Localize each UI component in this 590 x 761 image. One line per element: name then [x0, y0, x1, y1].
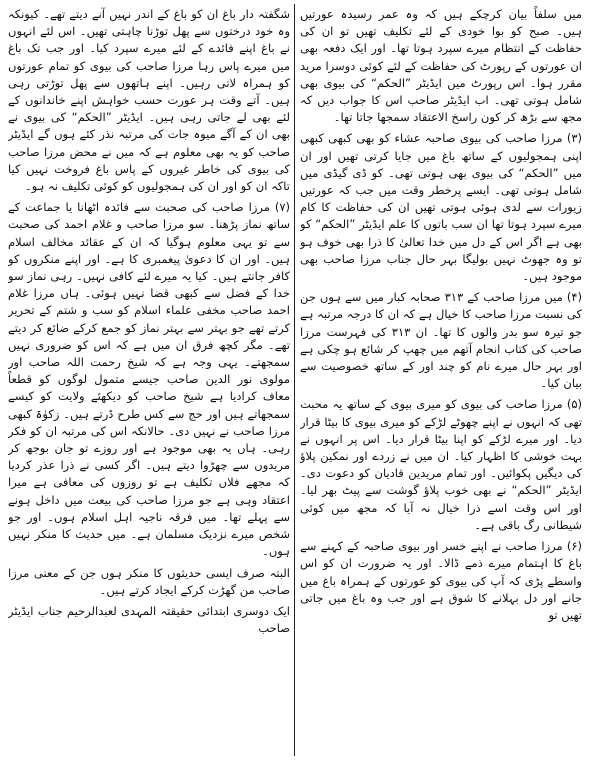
paragraph: (۳) مرزا صاحب کی بیوی صاحبہ عشاء کو بھی کبھی کبھی اپنی ہمجولیوں کے ساتھ باغ میں جایا کرتی تھیں اور ان میں ”الحکم“ کی بیوی بھی ہوتی تھی۔ کو ڈی گیڈی میں شامل ہوتی تھی۔ ایسے پرخطر وقت میں جب کہ عورتیں زیورات سے لدی ہوئی ہوتی تھیں ان کی حفاظت کا کام میرے سپرد ہوتا تھا ان سب باتوں کا علم ایڈیٹر ”الحکم“ کو بھی ہے اگر اس کے دل میں خدا تعالیٰ کا ذرا بھی خوف ہو تو وہ جھوٹ نہیں بولیگا بہر حال جناب مرزا صاحب بھی موجود ہیں۔ [300, 131, 582, 284]
paragraph: (۵) مرزا صاحب کی بیوی کو میری بیوی کے ساتھ یہ محبت تھی کہ انہوں نے اپنے چھوٹے لڑکے کو میری بیوی کا بیٹا قرار دیا۔ اور میرے لڑکے کو اپنا بیٹا قرار دیا۔ اس پر انہوں نے بہت خوشی کا اظہار کیا۔ ان میں نے زردے اور نمکین پلاؤ کی دیگیں پکوائیں۔ اور تمام مریدین قادیان کو دعوت دی۔ ایڈیٹر ”الحکم“ نے بھی خوب پلاؤ گوشت سے پیٹ بھر لیا۔ اور اس وقت اسے ذرا خیال نہ آیا کہ مجھ میں کوئی شیطانی رگ باقی ہے۔ [300, 397, 582, 532]
paragraph: (۴) میں مرزا صاحب کے ۳۱۳ صحابہ کبار میں سے ہوں جن کی نسبت مرزا صاحب کا خیال ہے کہ ان کا درجہ مرتبہ ہے جو تیرہ سو بدر والوں کا تھا۔ ان ۳۱۳ کی فہرست مرزا صاحب کی کتاب انجام آتھم میں چھپ کر شائع ہو چکی ہے اور بہر حال میرے نام کو چند اور کے ساتھ خصوصیت سے بیان کیا۔ [300, 290, 582, 391]
paragraph: (۷) مرزا صاحب کی صحبت سے فائدہ اٹھانا یا جماعت کے ساتھ نماز پڑھنا۔ سو مرزا صاحب و غلام احمد کی صحبت سے تو یہی معلوم ہوگیا کہ ان کے عقائد مخالف اسلام ہیں۔ اور ان کا دعویٰ پیغمبری کا ہے۔ اور اپنے منکروں کو کافر جانتے ہیں۔ کیا یہ میرے لئے کافی نہیں۔ رہی نماز سو خدا کے فضل سے کبھی قضا نہیں ہوئی۔ ہاں مرزا غلام احمد صاحب مخفی علماء اسلام کو سب و شتم کے تحریر کرتے تھے جو بہتر سے بہتر نماز کو جمع کرکے ضائع کر دیتے تھے۔ مگر کچھ فرق ان میں ہے کہ اس کو ضروری نہیں سمجھتے۔ یہی وجہ ہے کہ شیخ رحمت اللہ صاحب اور مولوی نور الدین صاحب جیسے متمول لوگوں کو قطعاً معاف کرادیا ہے شیخ صاحب کو دیکھئے ولایت کو کیسے سمجھاتے ہیں اور حج سے کس طرح ڈرتے ہیں۔ زکوٰۃ کبھی مرزا صاحب نے نہیں دی۔ حالانکہ اس کی مرتبہ ان کو فکر رہی۔ ہاں یہ بھی موجود ہے اور روزے تو جان بوجھ کر مریدوں سے چھڑوا دیتے ہیں۔ اگر کسی نے ذرا عذر کردیا کہ مجھے فلاں تکلیف ہے تو روزوں کی معافی ہے میرا اعتقاد وہی ہے جو مرزا صاحب کی بیعت میں داخل ہونے سے پہلے تھا۔ میں فرقہ ناجیہ اہل اسلام ہوں۔ اور جو شخص میرے نزدیک مسلمان ہے۔ میں حدیث کا منکر نہیں ہوں۔ [8, 200, 290, 559]
column-divider [294, 4, 295, 756]
paragraph: شگفتہ دار باغ ان کو باغ کے اندر نہیں آنے دیتے تھے۔ کیونکہ وہ خود درختوں سے پھل توڑنا چاہتی تھیں۔ اس لئے انہوں نے باغ اپنے فائدے کے لئے میرے سپرد کیا۔ اور جب تک باغ میں میرے پاس رہا مرزا صاحب کی بیوی کو تمام عورتوں کو ہمراہ لاتی رہیں۔ اپنے ہاتھوں سے پھل توڑتی رہی ہیں۔ آتے وقت ہر عورت حسب خواہش اپنے خاندانوں کے لئے بھی لے جاتی رہی ہیں۔ ایڈیٹر ”الحکم“ کی بیوی نے بھی ان کے آگے میوہ جات کی مرتبہ نذر کئے ہوں گے ایڈیٹر صاحب کو یہ بھی معلوم ہے کہ میں نے محض مرزا صاحب کی بیوی کی خاطر غیروں کے پاس باغ فروخت نہیں کیا تاکہ ان کو اور ان کی ہمجولیوں کو کوئی تکلیف نہ ہو۔ [8, 7, 290, 194]
right-column [300, 6, 582, 758]
paragraph: میں سلفاً بیان کرچکے ہیں کہ وہ عمر رسیدہ عورتیں ہیں۔ صبح کو بوا خودی کے لئے تکلیف تھیں تو ان کی حفاظت کے انتظام میرے سپرد ہوتا تھا۔ اور ایک دفعہ بھی ان عورتوں کے رپورٹ کی حفاظت کے لئے کوئی دوسرا مرید مقرر ہوا۔ اس رپورٹ میں ایڈیٹر ”الحکم“ کی بیوی بھی شامل ہوتی تھی۔ اب ایڈیٹر صاحب اس کا جواب دیں کہ مجھ سے بڑھ کر کون راسخ الاعتقاد سمجھا جاتا تھا۔ [300, 7, 582, 125]
paragraph: (۶) مرزا صاحب نے اپنے خسر اور بیوی صاحبہ کے کہنے سے باغ کا اہتمام میرے ذمے ڈالا۔ اور یہ ضرورت ان کو اس واسطے پڑی کہ آپ کی بیوی کو عورتوں کے ہمراہ باغ میں جانے اور دل بہلانے کا شوق ہے اور جب وہ باغ میں جاتی تھیں تو [300, 539, 582, 622]
paragraph: البتہ صرف ایسی حدیثوں کا منکر ہوں جن کے معنی مرزا صاحب من گھڑت کرکے ایجاد کرتے ہیں۔ [8, 565, 290, 597]
paragraph: ایک دوسری ابتدائی حقیقتہ المہدی لعبدالرحیم جناب ایڈیٹر صاحب [8, 603, 290, 636]
left-column [8, 6, 290, 758]
